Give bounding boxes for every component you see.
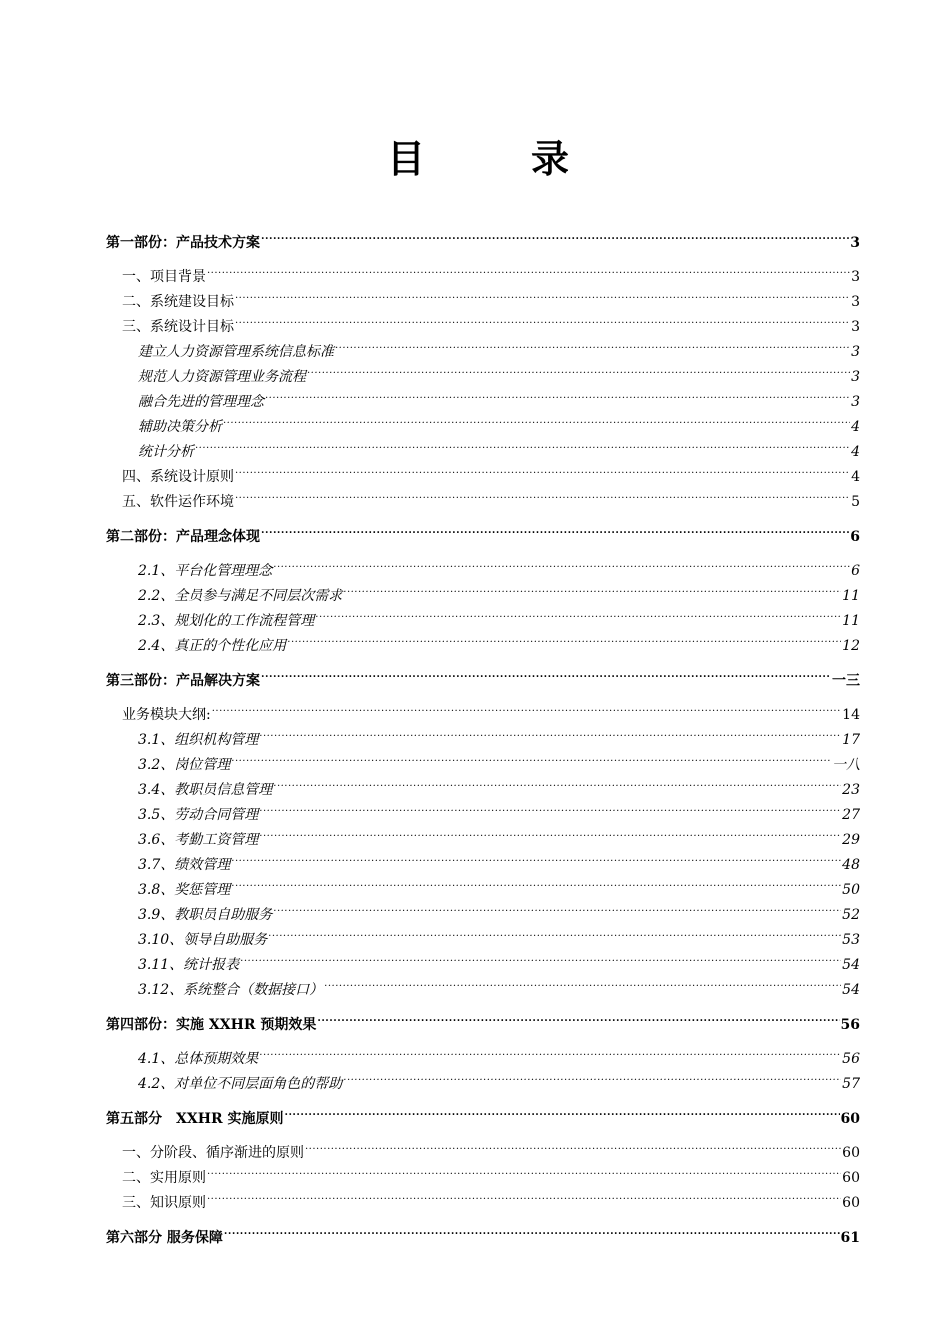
toc-entry-label: 3.5、劳动合同管理 — [138, 807, 259, 823]
toc-entry-label: 第五部分 XXHR 实施原则 — [106, 1111, 284, 1127]
toc-section-entry[interactable] — [106, 281, 860, 310]
toc-dot-leader — [261, 660, 831, 685]
toc-page-number: 14 — [842, 707, 860, 723]
toc-entry-label: 第二部份：产品理念体现 — [106, 529, 260, 545]
toc-entry-label: 三、知识原则 — [122, 1195, 206, 1211]
toc-dot-leader — [305, 1132, 841, 1157]
toc-entry-label: 融合先进的管理理念 — [138, 394, 264, 410]
toc-page-number: 54 — [842, 957, 860, 973]
toc-section-entry[interactable] — [106, 456, 860, 485]
toc-dot-leader — [224, 1217, 840, 1242]
toc-dot-leader — [207, 256, 850, 281]
toc-page-number: 11 — [842, 588, 860, 604]
toc-section-entry[interactable] — [106, 1182, 860, 1211]
toc-dot-leader — [235, 306, 850, 331]
toc-part-entry[interactable] — [106, 1004, 860, 1033]
toc-entry-label: 2.3、规划化的工作流程管理 — [138, 613, 315, 629]
toc-dot-leader — [259, 794, 841, 819]
toc-dot-leader — [273, 550, 850, 575]
toc-dot-leader — [317, 1004, 839, 1029]
toc-dot-leader — [235, 281, 850, 306]
toc-page-number: 60 — [842, 1145, 860, 1161]
toc-entry-label: 辅助决策分析 — [138, 419, 222, 435]
toc-dot-leader — [259, 1038, 841, 1063]
toc-page-number: 4 — [851, 444, 860, 460]
toc-page-number: 52 — [842, 907, 860, 923]
toc-entry-label: 3.2、岗位管理 — [138, 757, 231, 773]
toc-subsection-entry[interactable] — [106, 431, 860, 460]
toc-dot-leader — [324, 969, 841, 994]
toc-dot-leader — [315, 600, 841, 625]
toc-dot-leader — [259, 819, 841, 844]
toc-entry-label: 3.10、领导自助服务 — [138, 932, 268, 948]
toc-page-number: 60 — [842, 1170, 860, 1186]
toc-dot-leader — [195, 431, 850, 456]
toc-part-entry[interactable] — [106, 516, 860, 545]
toc-dot-leader — [273, 769, 841, 794]
toc-page-number: 一三 — [832, 673, 860, 689]
toc-entry-label: 3.7、绩效管理 — [138, 857, 231, 873]
toc-page-number: 4 — [851, 419, 860, 435]
toc-page-number: 3 — [851, 319, 860, 335]
toc-page-number: 57 — [842, 1076, 860, 1092]
toc-part-entry[interactable] — [106, 1098, 860, 1127]
toc-dot-leader — [231, 744, 831, 769]
toc-entry-label: 3.9、教职员自助服务 — [138, 907, 273, 923]
toc-page-number: 48 — [842, 857, 860, 873]
toc-dot-leader — [231, 869, 841, 894]
toc-dot-leader — [265, 381, 850, 406]
table-of-contents — [106, 222, 860, 1246]
toc-dot-leader — [343, 1063, 841, 1088]
toc-page-number: 50 — [842, 882, 860, 898]
toc-dot-leader — [231, 844, 841, 869]
toc-page-number: 56 — [842, 1051, 860, 1067]
toc-dot-leader — [259, 719, 841, 744]
toc-page-number: 12 — [842, 638, 860, 654]
toc-page-number: 3 — [851, 294, 860, 310]
toc-dot-leader — [235, 456, 850, 481]
toc-entry-label: 第四部份：实施 XXHR 预期效果 — [106, 1017, 317, 1033]
toc-entry-label: 一、分阶段、循序渐进的原则 — [122, 1145, 304, 1161]
toc-entry-label: 3.12、系统整合（数据接口） — [138, 982, 324, 998]
toc-entry-label: 4.1、总体预期效果 — [138, 1051, 259, 1067]
toc-entry-label: 3.1、组织机构管理 — [138, 732, 259, 748]
toc-page-number: 27 — [842, 807, 860, 823]
toc-entry-label: 三、系统设计目标 — [122, 319, 234, 335]
toc-dot-leader — [207, 1182, 841, 1207]
toc-dot-leader — [287, 625, 841, 650]
toc-dot-leader — [223, 406, 850, 431]
toc-page-number: 17 — [842, 732, 860, 748]
toc-entry-label: 2.2、全员参与满足不同层次需求 — [138, 588, 343, 604]
toc-section-entry[interactable] — [106, 694, 860, 723]
toc-entry-label: 3.6、考勤工资管理 — [138, 832, 259, 848]
toc-subsection-entry[interactable] — [106, 1038, 860, 1067]
toc-page-number: 60 — [840, 1111, 860, 1127]
toc-dot-leader — [212, 694, 841, 719]
toc-page-number: 3 — [851, 269, 860, 285]
toc-page-number: 5 — [851, 494, 860, 510]
toc-dot-leader — [235, 481, 850, 506]
toc-part-entry[interactable] — [106, 1217, 860, 1246]
toc-dot-leader — [284, 1098, 839, 1123]
toc-page-number: 3 — [850, 235, 860, 251]
toc-entry-label: 规范人力资源管理业务流程 — [138, 369, 306, 385]
toc-dot-leader — [207, 1157, 841, 1182]
toc-entry-label: 四、系统设计原则 — [122, 469, 234, 485]
toc-entry-label: 3.8、奖惩管理 — [138, 882, 231, 898]
toc-page-number: 53 — [842, 932, 860, 948]
toc-page-number: 6 — [851, 563, 860, 579]
toc-dot-leader — [343, 575, 841, 600]
toc-page-number: 4 — [851, 469, 860, 485]
toc-subsection-entry[interactable] — [106, 719, 860, 748]
toc-dot-leader — [268, 919, 841, 944]
toc-entry-label: 业务模块大纲: — [122, 707, 211, 723]
toc-entry-label: 建立人力资源管理系统信息标准 — [138, 344, 334, 360]
toc-entry-label: 第六部分 服务保障 — [106, 1230, 223, 1246]
toc-dot-leader — [240, 944, 841, 969]
toc-page-number: 6 — [850, 529, 860, 545]
toc-entry-label: 4.2、对单位不同层面角色的帮助 — [138, 1076, 343, 1092]
toc-entry-label: 2.4、真正的个性化应用 — [138, 638, 287, 654]
toc-entry-label: 二、实用原则 — [122, 1170, 206, 1186]
toc-page-number: 3 — [851, 369, 860, 385]
toc-entry-label: 3.11、统计报表 — [138, 957, 240, 973]
toc-dot-leader — [261, 222, 849, 247]
toc-subsection-entry[interactable] — [106, 550, 860, 579]
toc-entry-label: 统计分析 — [138, 444, 194, 460]
toc-page-number: 3 — [851, 344, 860, 360]
toc-dot-leader — [335, 331, 850, 356]
toc-page-number: 3 — [851, 394, 860, 410]
toc-page-number: 23 — [842, 782, 860, 798]
toc-page-number: 29 — [842, 832, 860, 848]
toc-entry-label: 五、软件运作环境 — [122, 494, 234, 510]
toc-section-entry[interactable] — [106, 1132, 860, 1161]
toc-dot-leader — [307, 356, 850, 381]
toc-part-entry[interactable] — [106, 660, 860, 689]
toc-page-number: 11 — [842, 613, 860, 629]
toc-entry-label: 一、项目背景 — [122, 269, 206, 285]
toc-page-number: 54 — [842, 982, 860, 998]
toc-page-number: 56 — [840, 1017, 860, 1033]
toc-part-entry[interactable] — [106, 222, 860, 251]
toc-page-number: 一八 — [832, 757, 860, 773]
toc-page-number: 61 — [840, 1230, 860, 1246]
toc-section-entry[interactable] — [106, 256, 860, 285]
toc-dot-leader — [273, 894, 841, 919]
toc-entry-label: 第一部份：产品技术方案 — [106, 235, 260, 251]
toc-entry-label: 3.4、教职员信息管理 — [138, 782, 273, 798]
toc-entry-label: 2.1、平台化管理理念 — [138, 563, 273, 579]
toc-page-number: 60 — [842, 1195, 860, 1211]
toc-entry-label: 二、系统建设目标 — [122, 294, 234, 310]
toc-section-entry[interactable] — [106, 1157, 860, 1186]
toc-entry-label: 第三部份：产品解决方案 — [106, 673, 260, 689]
toc-dot-leader — [261, 516, 849, 541]
toc-title: 目 录 — [386, 137, 603, 181]
